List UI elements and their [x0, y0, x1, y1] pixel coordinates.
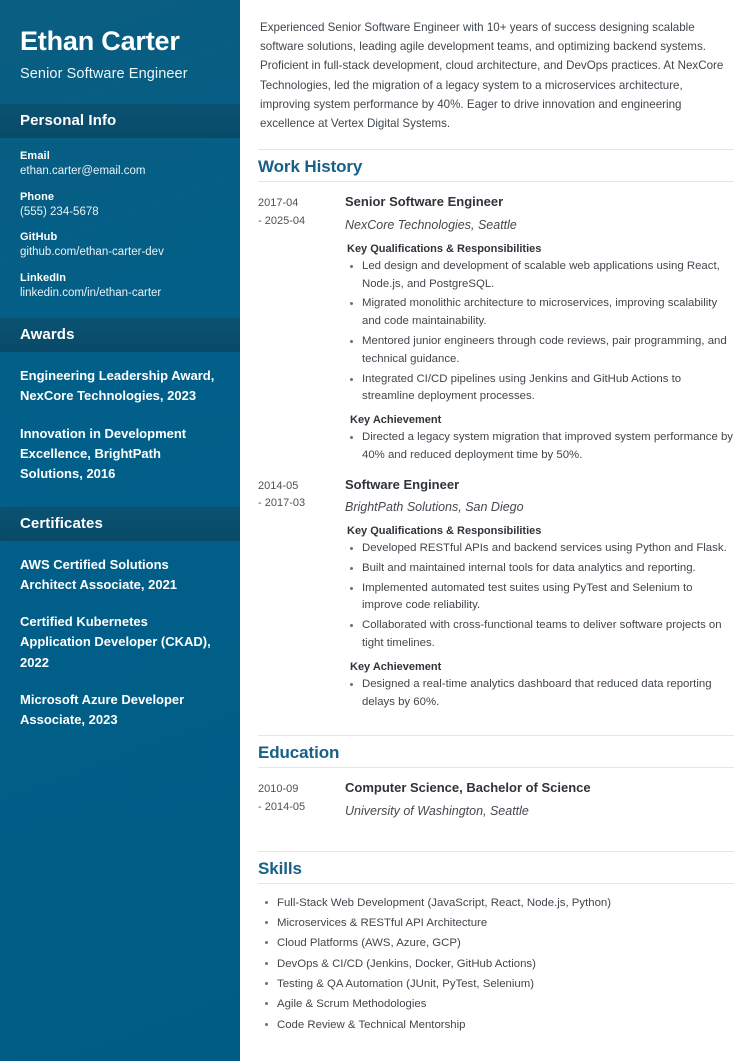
section-band-awards — [0, 318, 240, 352]
work-entry-dates — [258, 193, 343, 472]
main-content — [240, 0, 750, 1061]
achievements-list — [345, 429, 734, 465]
section-skills — [258, 851, 734, 1034]
date-end: - 2025-04 — [258, 215, 306, 228]
awards-heading: Awards — [20, 326, 75, 344]
achievement-label: Key Achievement — [350, 414, 442, 427]
work-entry — [258, 476, 734, 720]
work-entry-body — [343, 476, 734, 720]
education-entry — [258, 779, 734, 821]
date-end: - 2014-05 — [258, 801, 306, 814]
achievement-item: Directed a legacy system migration that improved system performance by 40% and reduced deployment time by 50%. — [345, 429, 734, 465]
spacer — [258, 825, 734, 835]
certificates-list — [0, 541, 240, 753]
contact-item-github — [20, 231, 220, 261]
contact-item-email — [20, 150, 220, 180]
professional-summary: Experienced Senior Software Engineer with 10+ years of success designing scalable software solutions, leading agile development teams, and optimizing backend systems. Proficient in full-stack development, cloud architecture, and DevOps practices. At NexCore Technologies, led the migration of a legacy system to a microservices architecture, improving system performance by 40%. Eager to drive innovation and engineering excellence at Vertex Digital Systems. — [260, 21, 724, 131]
qualification-item: Migrated monolithic architecture to microservices, improving scalability and code maintainability. — [345, 295, 734, 331]
skill-item: Full-Stack Web Development (JavaScript, React, Node.js, Python) — [260, 895, 734, 912]
education-heading: Education — [258, 743, 340, 763]
qualification-item: Collaborated with cross-functional teams to deliver software projects on tight timelines. — [345, 617, 734, 653]
candidate-role: Senior Software Engineer — [20, 66, 188, 83]
qualification-item: Implemented automated test suites using PyTest and Selenium to improve code reliability. — [345, 580, 734, 616]
skills-heading: Skills — [258, 858, 302, 878]
certificate-item: Certified Kubernetes Application Developer (CKAD), 2022 — [20, 614, 211, 670]
qualification-item: Built and maintained internal tools for data analytics and reporting. — [345, 560, 734, 578]
skill-item: Cloud Platforms (AWS, Azure, GCP) — [260, 935, 734, 952]
qualification-item: Developed RESTful APIs and backend services using Python and Flask. — [345, 540, 734, 558]
contact-label: Phone — [20, 190, 55, 203]
qualifications-label: Key Qualifications & Responsibilities — [347, 242, 542, 255]
qualifications-list — [345, 540, 734, 653]
achievement-item: Designed a real-time analytics dashboard that reduced data reporting delays by 60%. — [345, 676, 734, 712]
skill-item: Agile & Scrum Methodologies — [260, 996, 734, 1013]
work-entry — [258, 193, 734, 472]
certificate-item: AWS Certified Solutions Architect Associate, 2021 — [20, 557, 178, 593]
award-item: Innovation in Development Excellence, BrightPath Solutions, 2016 — [20, 425, 187, 481]
certificate-item: Microsoft Azure Developer Associate, 2023 — [20, 691, 185, 727]
date-start: 2014-05 — [258, 479, 299, 492]
job-title: Senior Software Engineer — [345, 194, 504, 210]
contact-value[interactable]: linkedin.com/in/ethan-carter — [20, 286, 162, 299]
qualification-item: Led design and development of scalable web applications using React, Node.js, and PostgreSQL. — [345, 258, 734, 294]
section-divider-bottom — [258, 883, 734, 884]
contact-item-linkedin — [20, 272, 220, 302]
qualification-item: Mentored junior engineers through code reviews, pair programming, and technical guidance. — [345, 333, 734, 369]
work-history-heading: Work History — [258, 157, 363, 177]
personal-info-list — [0, 138, 240, 318]
skill-item: Code Review & Technical Mentorship — [260, 1017, 734, 1034]
education-entry-dates — [258, 779, 343, 821]
section-band-personal-info — [0, 104, 240, 138]
contact-label: Email — [20, 150, 50, 163]
section-divider-top — [258, 851, 734, 852]
achievements-list — [345, 676, 734, 712]
date-end: - 2017-03 — [258, 497, 306, 510]
school-name: University of Washington, Seattle — [345, 803, 529, 818]
job-organization: BrightPath Solutions, San Diego — [345, 500, 524, 515]
date-start: 2010-09 — [258, 783, 299, 796]
section-education — [258, 735, 734, 834]
section-divider-bottom — [258, 767, 734, 768]
contact-value[interactable]: ethan.carter@email.com — [20, 165, 146, 178]
section-divider-top — [258, 149, 734, 150]
qualifications-list — [345, 258, 734, 406]
awards-list — [0, 352, 240, 507]
job-title: Software Engineer — [345, 476, 460, 492]
award-item: Engineering Leadership Award, NexCore Technologies, 2023 — [20, 368, 215, 404]
contact-value[interactable]: (555) 234-5678 — [20, 205, 99, 218]
achievement-label: Key Achievement — [350, 660, 442, 673]
education-entry-body — [343, 779, 734, 821]
candidate-name: Ethan Carter — [20, 26, 180, 56]
contact-item-phone — [20, 191, 220, 221]
section-work-history — [258, 149, 734, 719]
work-entry-dates — [258, 476, 343, 720]
sidebar — [0, 0, 240, 1061]
qualifications-label: Key Qualifications & Responsibilities — [347, 525, 542, 538]
degree-title: Computer Science, Bachelor of Science — [345, 780, 591, 796]
qualification-item: Integrated CI/CD pipelines using Jenkins and GitHub Actions to streamline deployment processes. — [345, 371, 734, 407]
certificates-heading: Certificates — [20, 515, 103, 532]
date-start: 2017-04 — [258, 197, 299, 210]
contact-label: GitHub — [20, 231, 58, 244]
personal-info-heading: Personal Info — [20, 112, 117, 130]
section-divider-top — [258, 735, 734, 736]
section-divider-bottom — [258, 181, 734, 182]
skill-item: DevOps & CI/CD (Jenkins, Docker, GitHub Actions) — [260, 956, 734, 973]
sidebar-header — [0, 0, 240, 104]
contact-label: LinkedIn — [20, 271, 67, 284]
section-band-certificates — [0, 507, 240, 541]
skills-list — [258, 895, 734, 1034]
work-entry-body — [343, 193, 734, 472]
job-organization: NexCore Technologies, Seattle — [345, 217, 517, 232]
contact-value[interactable]: github.com/ethan-carter-dev — [20, 246, 164, 259]
skill-item: Testing & QA Automation (JUnit, PyTest, Selenium) — [260, 976, 734, 993]
skill-item: Microservices & RESTful API Architecture — [260, 915, 734, 932]
